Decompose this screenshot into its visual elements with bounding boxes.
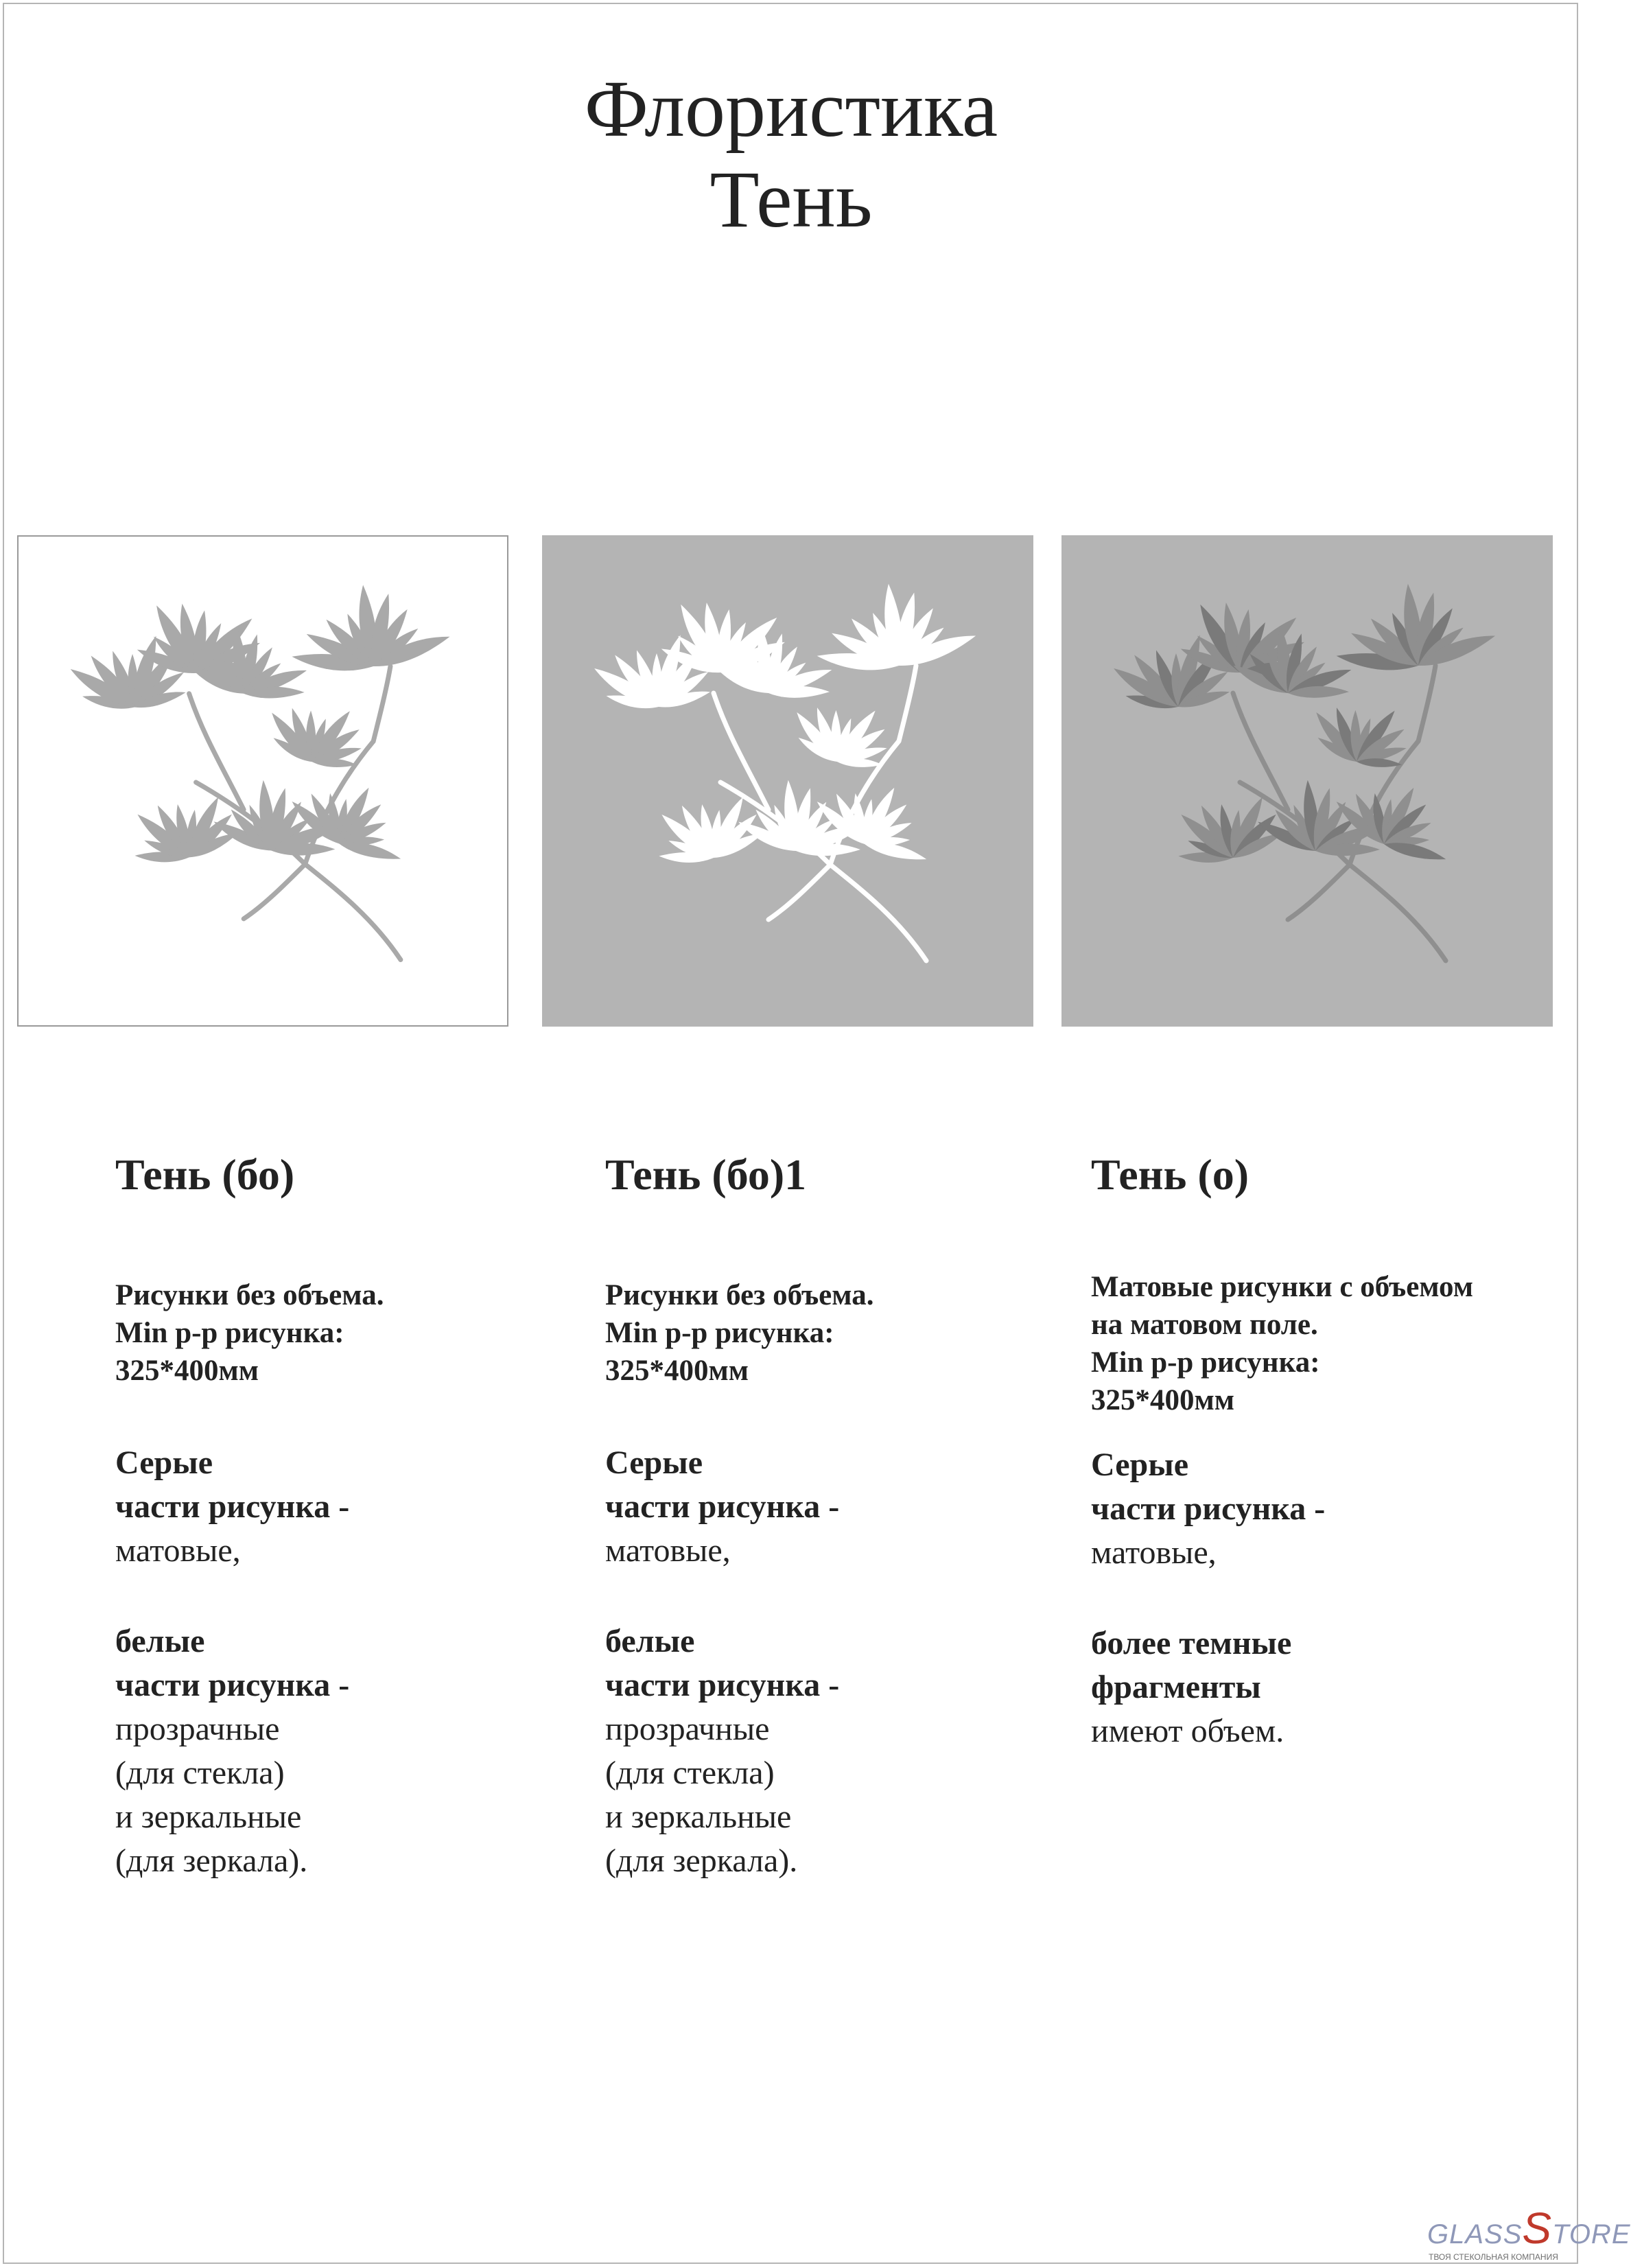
description-gray bbox=[1091, 1443, 1558, 1575]
spec-line: Рисунки без объема. bbox=[115, 1279, 384, 1311]
bamboo-stem bbox=[1288, 865, 1350, 920]
description-white bbox=[115, 1620, 582, 1883]
bamboo-stem bbox=[1418, 666, 1435, 741]
spec-line: 325*400мм bbox=[115, 1355, 259, 1387]
description-bold-line: части рисунка - bbox=[115, 1667, 350, 1703]
bamboo-illustration bbox=[1061, 535, 1553, 1027]
description-gray bbox=[115, 1441, 582, 1573]
bamboo-branch bbox=[591, 583, 978, 961]
logo-tagline: ТВОЯ СТЕКОЛЬНАЯ КОМПАНИЯ bbox=[1429, 2252, 1558, 2262]
description-bold-line: Серые bbox=[1091, 1447, 1189, 1483]
description-line: матовые, bbox=[605, 1532, 731, 1569]
column-o bbox=[1091, 1150, 1558, 1749]
sample-panel-bo1 bbox=[542, 535, 1033, 1027]
bamboo-branch bbox=[67, 584, 453, 959]
description-line: (для зеркала). bbox=[115, 1843, 308, 1879]
description-bold-line: части рисунка - bbox=[115, 1488, 350, 1525]
description-bold-line: части рисунка - bbox=[1091, 1490, 1326, 1527]
description-white bbox=[605, 1620, 1072, 1883]
description-line: прозрачные bbox=[115, 1711, 280, 1747]
description-bold-line: части рисунка - bbox=[605, 1488, 840, 1525]
spec-line: Min р-р рисунка: bbox=[1091, 1346, 1320, 1379]
column-heading: Тень (бо)1 bbox=[605, 1150, 807, 1199]
description-line: матовые, bbox=[1091, 1534, 1217, 1571]
bamboo-illustration bbox=[542, 535, 1033, 1027]
page-frame bbox=[3, 3, 1578, 2264]
column-bo1 bbox=[605, 1150, 1072, 1879]
company-logo bbox=[1420, 2195, 1631, 2263]
bamboo-stem bbox=[244, 864, 305, 919]
bamboo-stem bbox=[899, 666, 916, 741]
description-line: (для стекла) bbox=[115, 1755, 285, 1791]
bamboo-stem bbox=[373, 666, 390, 741]
description-line: матовые, bbox=[115, 1532, 241, 1569]
sample-panel-bo bbox=[17, 535, 508, 1027]
spec-line: 325*400мм bbox=[605, 1355, 749, 1387]
column-heading: Тень (о) bbox=[1091, 1150, 1249, 1199]
spec-line: на матовом поле. bbox=[1091, 1309, 1318, 1341]
sample-panel-o bbox=[1061, 535, 1553, 1027]
description-gray bbox=[605, 1441, 1072, 1573]
description-line: прозрачные bbox=[605, 1711, 770, 1747]
description-bold-line: фрагменты bbox=[1091, 1669, 1261, 1705]
description-bold-line: Серые bbox=[115, 1445, 213, 1481]
description-dark bbox=[1091, 1622, 1558, 1753]
description-bold-line: более темные bbox=[1091, 1625, 1292, 1661]
description-line: и зеркальные bbox=[115, 1799, 302, 1835]
spec-text bbox=[605, 1276, 1072, 1390]
spec-line: Рисунки без объема. bbox=[605, 1279, 874, 1311]
bamboo-stem bbox=[768, 865, 830, 920]
bamboo-stem bbox=[1350, 865, 1446, 961]
description-bold-line: части рисунка - bbox=[605, 1667, 840, 1703]
page-title: Флористика bbox=[584, 64, 998, 154]
spec-line: Min р-р рисунка: bbox=[115, 1317, 344, 1349]
spec-text bbox=[115, 1276, 582, 1390]
description-line: (для зеркала). bbox=[605, 1843, 798, 1879]
spec-line: Матовые рисунки с объемом bbox=[1091, 1271, 1473, 1303]
description-bold-line: белые bbox=[115, 1623, 205, 1659]
description-bold-line: белые bbox=[605, 1623, 695, 1659]
bamboo-branch bbox=[1110, 583, 1498, 961]
bamboo-stem bbox=[830, 865, 926, 961]
description-line: (для стекла) bbox=[605, 1755, 775, 1791]
spec-line: 325*400мм bbox=[1091, 1384, 1235, 1416]
spec-line: Min р-р рисунка: bbox=[605, 1317, 834, 1349]
spec-text bbox=[1091, 1268, 1558, 1419]
page-subtitle: Тень bbox=[709, 154, 873, 244]
bamboo-illustration bbox=[19, 537, 507, 1025]
column-heading: Тень (бо) bbox=[115, 1150, 295, 1199]
bamboo-stem bbox=[305, 864, 401, 959]
logo-wordmark: GLASSSTORE bbox=[1427, 2203, 1631, 2253]
description-line: имеют объем. bbox=[1091, 1713, 1284, 1749]
description-line: и зеркальные bbox=[605, 1799, 792, 1835]
column-bo bbox=[115, 1150, 582, 1879]
description-bold-line: Серые bbox=[605, 1445, 703, 1481]
